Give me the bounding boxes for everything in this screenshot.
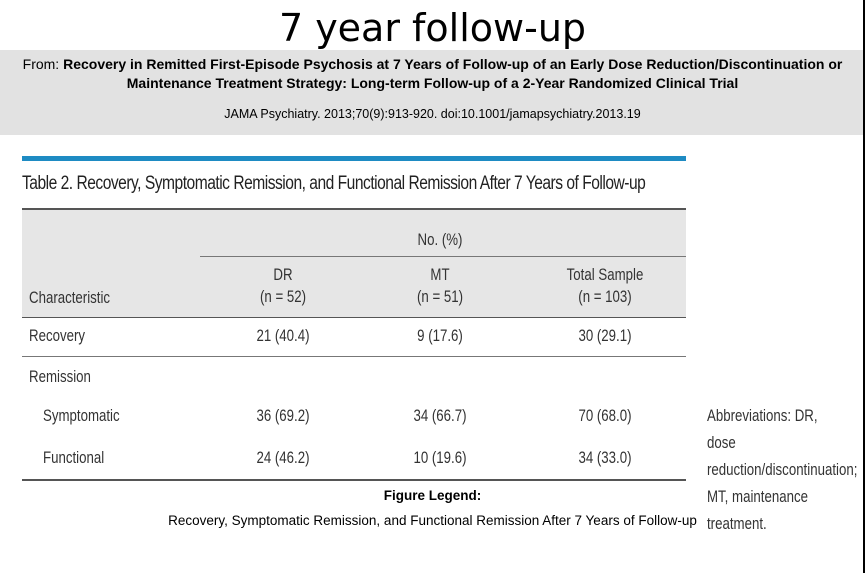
col-mt-label: MT [430,265,450,284]
row-symptomatic-total: 70 (68.0) [578,406,632,425]
figure-legend-text: Recovery, Symptomatic Remission, and Functional Remission After 7 Years of Follow-up [168,513,697,528]
slide-title: 7 year follow-up [278,6,587,50]
source-line [0,55,865,93]
row-functional-total: 34 (33.0) [578,448,632,467]
row-label-symptomatic: Symptomatic [43,406,120,425]
column-spanner: No. (%) [417,230,463,249]
col-total-label: Total Sample [566,265,644,284]
row-recovery-dr: 21 (40.4) [256,326,310,345]
figure-legend-heading: Figure Legend: [383,488,482,503]
row-symptomatic-mt: 34 (66.7) [413,406,467,425]
col-dr-label: DR [273,265,293,284]
row-divider [22,356,686,357]
abbreviations-note: Abbreviations: DR, dose reduction/discontinuation; MT, maintenance treatment. [707,406,858,533]
row-functional-mt: 10 (19.6) [413,448,467,467]
row-label-remission: Remission [29,367,91,386]
col-mt-n: (n = 51) [416,287,464,306]
from-prefix: From: [22,56,64,72]
header-bottom-rule [22,317,686,318]
table-bottom-rule [22,479,686,481]
article-title[interactable]: Recovery in Remitted First-Episode Psychosis at 7 Years of Follow-up of an Early Dose Reduction/Discontinuation or Maintenance Treatment Strategy: Long-term Follow-up of a 2-Year Randomized Clinical Trial [63,56,843,91]
row-symptomatic-dr: 36 (69.2) [256,406,310,425]
row-label-functional: Functional [43,448,105,467]
table-title: Table 2. Recovery, Symptomatic Remission, and Functional Remission After 7 Years of Follow-up [22,173,646,194]
row-functional-dr: 24 (46.2) [256,448,310,467]
row-label-recovery: Recovery [29,326,86,345]
row-recovery-total: 30 (29.1) [578,326,632,345]
table-top-rule [22,156,686,161]
col-characteristic-label: Characteristic [29,288,111,307]
row-recovery-mt: 9 (17.6) [417,326,463,345]
col-total-n: (n = 103) [578,287,632,306]
spanner-rule [200,256,686,257]
col-dr-n: (n = 52) [259,287,307,306]
citation[interactable]: JAMA Psychiatry. 2013;70(9):913-920. doi:10.1001/jamapsychiatry.2013.19 [224,107,641,121]
